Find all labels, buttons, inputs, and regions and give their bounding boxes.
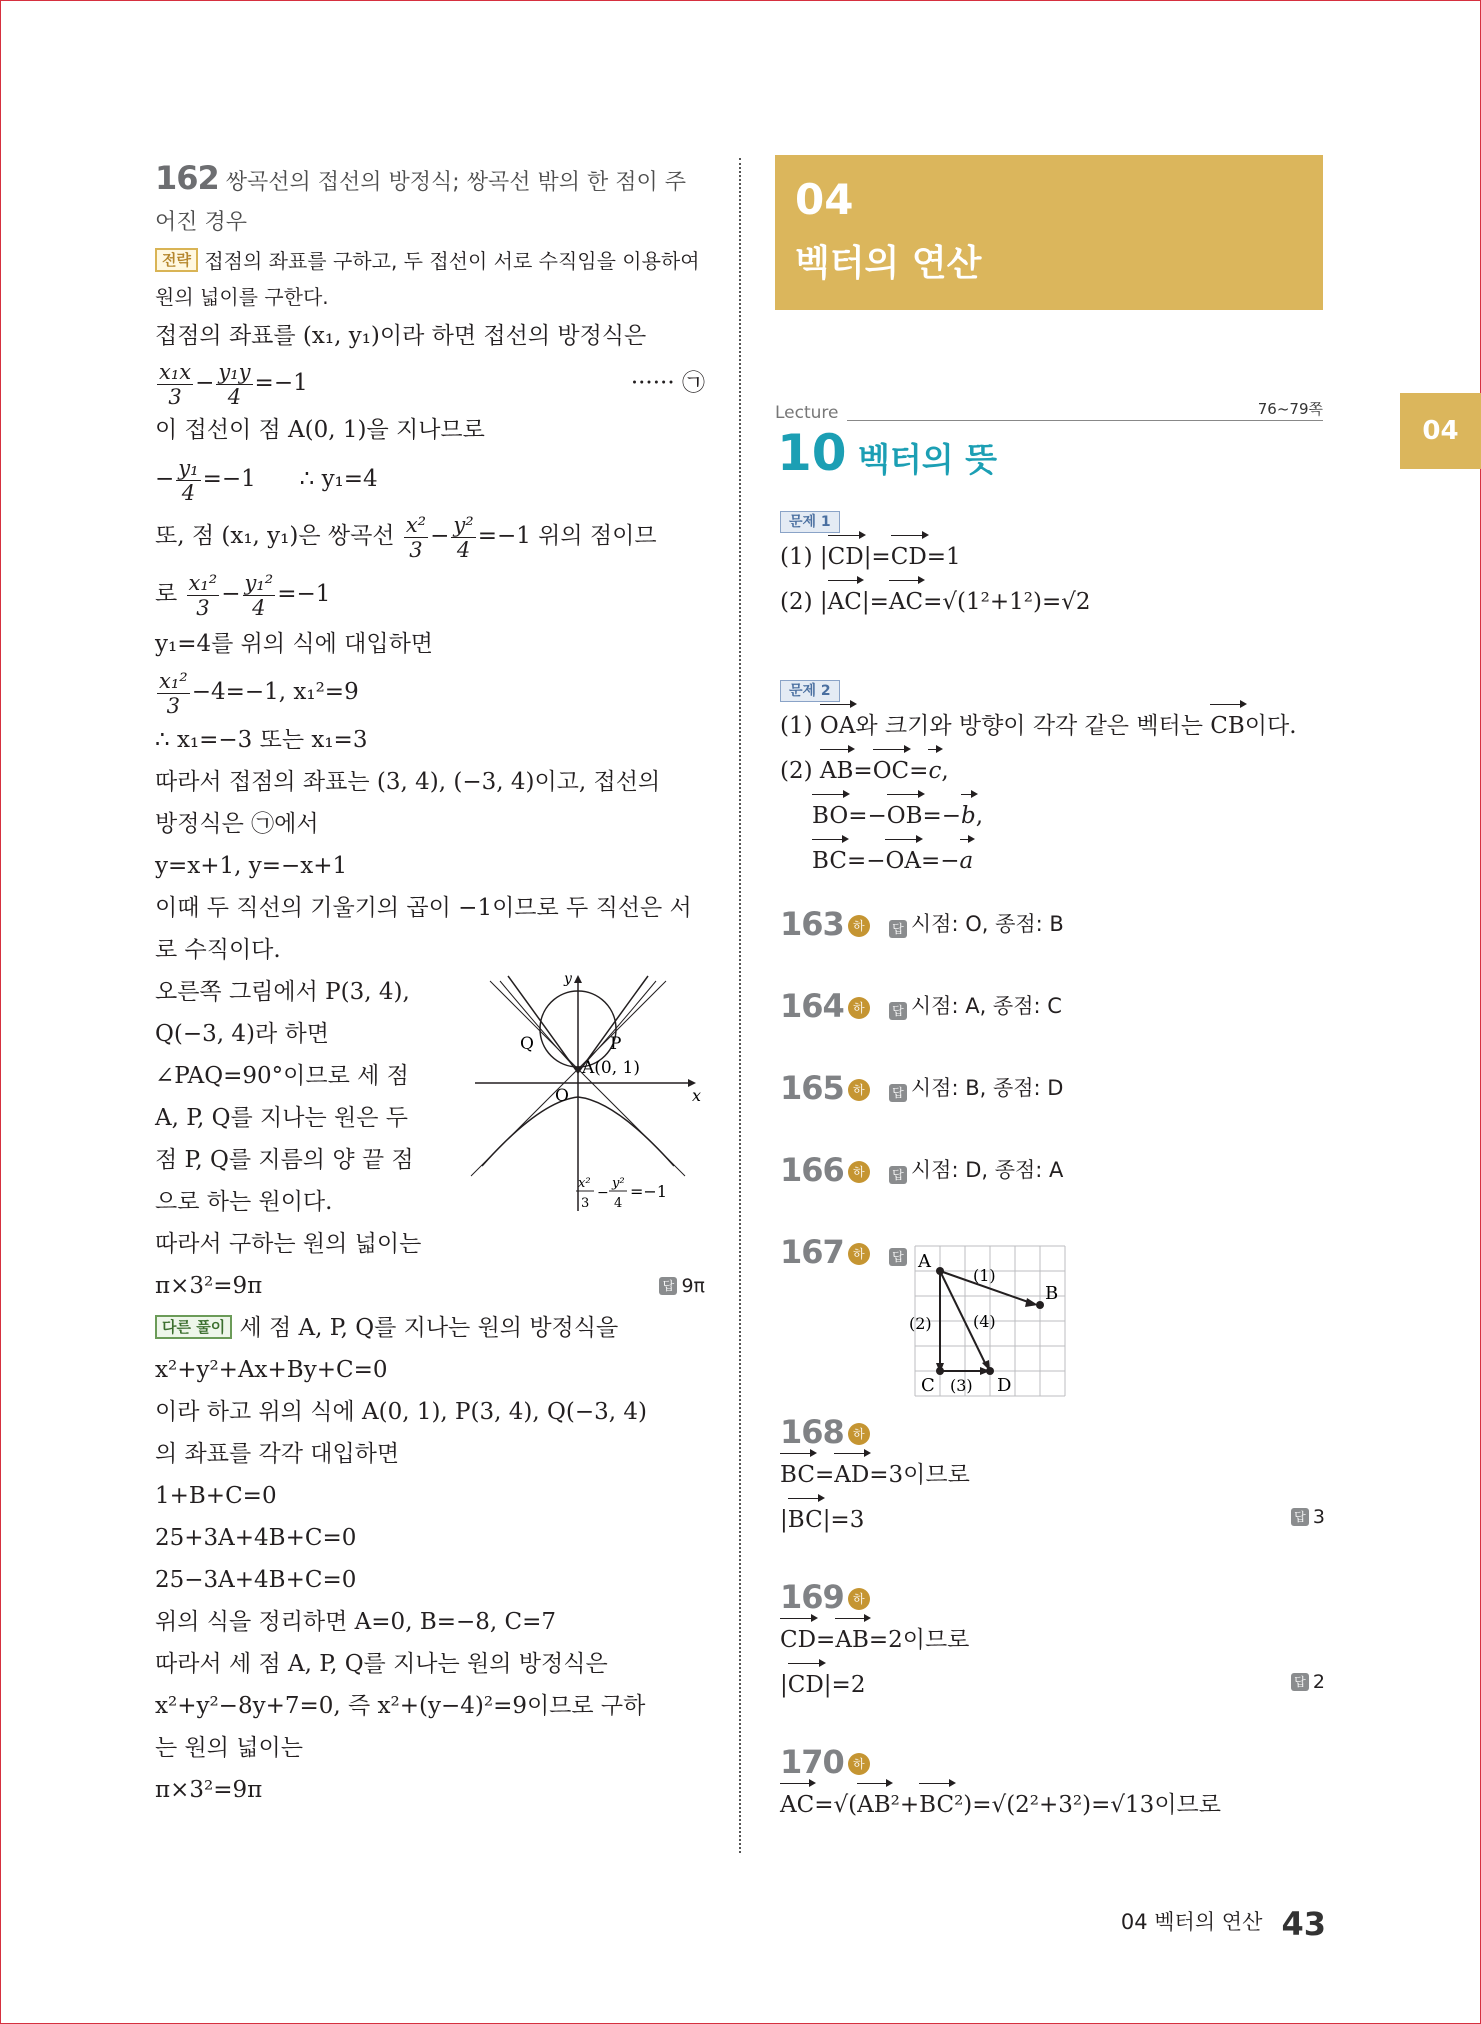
question-tag: 문제 2 — [780, 680, 840, 702]
fraction: $\frac{\text{y²}}{4}$ — [453, 512, 474, 562]
text-line: 방정식은 ㉠에서 — [155, 811, 319, 837]
vector-label-1: (1) — [973, 1266, 996, 1285]
chapter-side-tab: 04 — [1400, 393, 1481, 469]
text-line: 오른쪽 그림에서 P(3, 4), — [155, 979, 410, 1005]
answer-icon: 답 — [889, 1084, 907, 1102]
caption-n1: x² — [578, 1176, 591, 1191]
equation-point: 로 $\frac{\text{x₁²}}{3}$ − $\frac{\text{y₁²}}{4}$ =−1 — [155, 570, 331, 620]
caption-n2: y² — [612, 1176, 625, 1191]
answer-icon: 답 — [659, 1277, 677, 1295]
text-line: 25+3A+4B+C=0 — [155, 1525, 357, 1551]
item-169: 169 하 CD=AB=2이므로 |CD|=2 답 2 — [780, 1578, 1325, 1743]
text-line: π×3²=9π — [155, 1777, 263, 1803]
caption-tail: =−1 — [630, 1182, 667, 1201]
equation-marker: ······ ㉠ — [630, 370, 705, 396]
text-line: y=x+1, y=−x+1 — [155, 853, 348, 879]
answer-icon: 답 — [889, 1002, 907, 1020]
level-badge: 하 — [848, 1753, 870, 1775]
text-line: 으로 하는 원이다. — [155, 1189, 333, 1215]
text-line: 점 P, Q를 지름의 양 끝 점 — [155, 1147, 414, 1173]
q1-line2: (2) |AC|=AC=√(1²+1²)=√2 — [780, 578, 1325, 623]
text-line: 1+B+C=0 — [155, 1483, 277, 1509]
left-column — [155, 158, 705, 1811]
text-line-hyperbola: 또, 점 (x₁, y₁)은 쌍곡선 $\frac{\text{x²}}{3}$ − $\frac{\text{y²}}{4}$ =−1 위의 점이므 — [155, 512, 657, 562]
level-badge: 하 — [848, 1079, 870, 1101]
column-divider — [739, 158, 741, 1853]
level-badge: 하 — [848, 997, 870, 1019]
svg-text:−: − — [597, 1185, 609, 1201]
text-line: 따라서 접점의 좌표는 (3, 4), (−3, 4)이고, 접선의 — [155, 769, 661, 795]
text-line: 는 원의 넓이는 — [155, 1735, 303, 1761]
item-row: 164 하 답 시점: A, 종점: C — [780, 987, 1062, 1025]
chapter-header — [775, 155, 1323, 310]
level-badge: 하 — [848, 1243, 870, 1265]
equation-tangent: $\frac{\text{x₁x}}{3}$ − $\frac{\text{y₁y}}{4}$ =−1 ······ ㉠ — [155, 357, 705, 409]
caption-d1: 3 — [581, 1196, 590, 1211]
item-168: 168 하 BC=AD=3이므로 |BC|=3 답 3 — [780, 1413, 1325, 1578]
problem-1-block — [780, 511, 1325, 623]
text-line: 따라서 구하는 원의 넓이는 — [155, 1231, 422, 1257]
footer-title: 04 벡터의 연산 — [1120, 1910, 1263, 1934]
text-line: 위의 식을 정리하면 A=0, B=−8, C=7 — [155, 1609, 557, 1635]
q2-line3: BO=−OB=−b, — [780, 792, 1325, 837]
answer-icon: 답 — [889, 920, 907, 938]
chapter-number: 04 — [795, 175, 854, 224]
page-number: 43 — [1281, 1905, 1326, 1943]
origin-label: O — [555, 1086, 569, 1106]
answer-icon: 답 — [889, 1166, 907, 1184]
axis-label-x: x — [692, 1086, 702, 1105]
fraction: $\frac{\text{y₁y}}{4}$ — [218, 359, 251, 409]
text-line: 접점의 좌표를 (x₁, y₁)이라 하면 접선의 방정식은 — [155, 323, 647, 349]
text-line: 이라 하고 위의 식에 A(0, 1), P(3, 4), Q(−3, 4) — [155, 1399, 647, 1425]
point-label-p: P — [610, 1034, 622, 1054]
strategy-block — [155, 243, 705, 315]
text-line: 로 수직이다. — [155, 937, 281, 963]
lecture-pages: 76~79쪽 — [1257, 400, 1323, 418]
text-line: BC=AD=3이므로 — [780, 1451, 1325, 1496]
result-line: π×3²=9π 답 9π — [155, 1265, 705, 1307]
lecture-number: 10 — [777, 424, 847, 482]
answer-list — [780, 905, 1325, 1833]
level-badge: 하 — [848, 1161, 870, 1183]
grid-label-a: A — [918, 1251, 931, 1272]
vector-label-2: (2) — [909, 1314, 932, 1333]
page-footer — [1121, 1905, 1326, 1943]
alt-solution-tag: 다른 풀이 — [155, 1315, 232, 1339]
text-line: 이때 두 직선의 기울기의 곱이 −1이므로 두 직선은 서 — [155, 895, 692, 921]
level-badge: 하 — [848, 1588, 870, 1610]
text-line: 25−3A+4B+C=0 — [155, 1567, 357, 1593]
item-row: 165 하 답 시점: B, 종점: D — [780, 1069, 1064, 1107]
grid-label-c: C — [921, 1375, 935, 1396]
alt-solution-line: 다른 풀이 세 점 A, P, Q를 지나는 원의 방정식을 — [155, 1307, 705, 1349]
text-line: x²+y²+Ax+By+C=0 — [155, 1357, 388, 1383]
text-line: AC=√(AB²+BC²)=√(2²+3²)=√13이므로 — [780, 1781, 1325, 1826]
strategy-tag: 전략 — [155, 248, 198, 272]
q2-line2: (2) AB=OC=c, — [780, 747, 1325, 792]
grid-label-b: B — [1045, 1283, 1059, 1304]
hyperbola-graph — [470, 971, 710, 1221]
text-line: y₁=4를 위의 식에 대입하면 — [155, 631, 434, 657]
problem-162-heading — [155, 158, 705, 243]
fraction: $\frac{\text{x₁²}}{3}$ — [188, 570, 218, 620]
answer-168: 답 3 — [1291, 1496, 1325, 1538]
axis-label-y: y — [564, 971, 572, 987]
text-line: CD=AB=2이므로 — [780, 1616, 1325, 1661]
vector-label-4: (4) — [973, 1312, 996, 1331]
q2-line1: (1) OA와 크기와 방향이 각각 같은 벡터는 CB이다. — [780, 702, 1325, 747]
answer-icon: 답 — [889, 1248, 907, 1266]
vector-grid-figure — [905, 1241, 1075, 1411]
text-line: |BC|=3 답 3 — [780, 1496, 1325, 1541]
vector-label-3: (3) — [950, 1376, 973, 1395]
text-line: ∴ x₁=−3 또는 x₁=3 — [155, 727, 368, 753]
question-tag: 문제 1 — [780, 511, 840, 533]
equation-y1: − $\frac{\text{y₁}}{4}$ =−1 ∴ y₁=4 — [155, 455, 378, 505]
fraction: $\frac{\text{x₁²}}{3}$ — [159, 668, 188, 718]
item-row: 166 하 답 시점: D, 종점: A — [780, 1151, 1064, 1189]
text-line: 의 좌표를 각각 대입하면 — [155, 1441, 400, 1467]
caption-d2: 4 — [614, 1196, 623, 1211]
strategy-line1: 접점의 좌표를 구하고, 두 접선이 서로 수직임을 이용하여 — [204, 249, 700, 273]
item-170: 170 하 AC=√(AB²+BC²)=√(2²+3²)=√13이므로 — [780, 1743, 1325, 1833]
fraction: $\frac{\text{y₁²}}{4}$ — [244, 570, 274, 620]
answer-169: 답 2 — [1291, 1661, 1325, 1703]
chapter-title: 벡터의 연산 — [795, 243, 982, 284]
grid-label-d: D — [997, 1375, 1012, 1396]
text-line: ∠PAQ=90°이므로 세 점 — [155, 1063, 409, 1089]
point-label-q: Q — [520, 1034, 534, 1054]
q1-line1: (1) |CD|=CD=1 — [780, 533, 1325, 578]
item-row: 163 하 답 시점: O, 종점: B — [780, 905, 1064, 943]
text-line: x²+y²−8y+7=0, 즉 x²+(y−4)²=9이므로 구하 — [155, 1693, 646, 1719]
fraction: $\frac{\text{x²}}{3}$ — [405, 512, 427, 562]
lecture-title: 벡터의 뜻 — [858, 440, 998, 479]
item-167: 167 하 답 A B C D (1) (2) (3) (4) — [780, 1233, 1325, 1413]
fraction: $\frac{\text{y₁}}{4}$ — [178, 455, 199, 505]
text-line: A, P, Q를 지나는 원은 두 — [155, 1105, 408, 1131]
right-column — [775, 155, 1325, 1818]
strategy-line2: 원의 넓이를 구한다. — [155, 285, 329, 309]
q2-line4: BC=−OA=−a — [780, 837, 1325, 882]
answer-162: 답 9π — [659, 1265, 705, 1307]
problem-title: 쌍곡선의 접선의 방정식; 쌍곡선 밖의 한 점이 주어진 경우 — [155, 170, 686, 235]
problem-number: 162 — [155, 159, 219, 197]
fraction: $\frac{\text{x₁x}}{3}$ — [159, 359, 192, 409]
lecture-rule — [847, 420, 1323, 421]
text-line: |CD|=2 답 2 — [780, 1661, 1325, 1706]
point-label-a: A(0, 1) — [582, 1058, 640, 1078]
level-badge: 하 — [848, 1423, 870, 1445]
lecture-label: Lecture — [775, 403, 839, 423]
text-line: 따라서 세 점 A, P, Q를 지나는 원의 방정식은 — [155, 1651, 608, 1677]
text-line: 이 접선이 점 A(0, 1)을 지나므로 — [155, 417, 485, 443]
level-badge: 하 — [848, 915, 870, 937]
figure-block — [155, 971, 705, 1265]
text-line: Q(−3, 4)라 하면 — [155, 1021, 329, 1047]
problem-2-block — [780, 680, 1325, 882]
equation-x1: $\frac{\text{x₁²}}{3}$ −4=−1, x₁²=9 — [159, 668, 359, 718]
